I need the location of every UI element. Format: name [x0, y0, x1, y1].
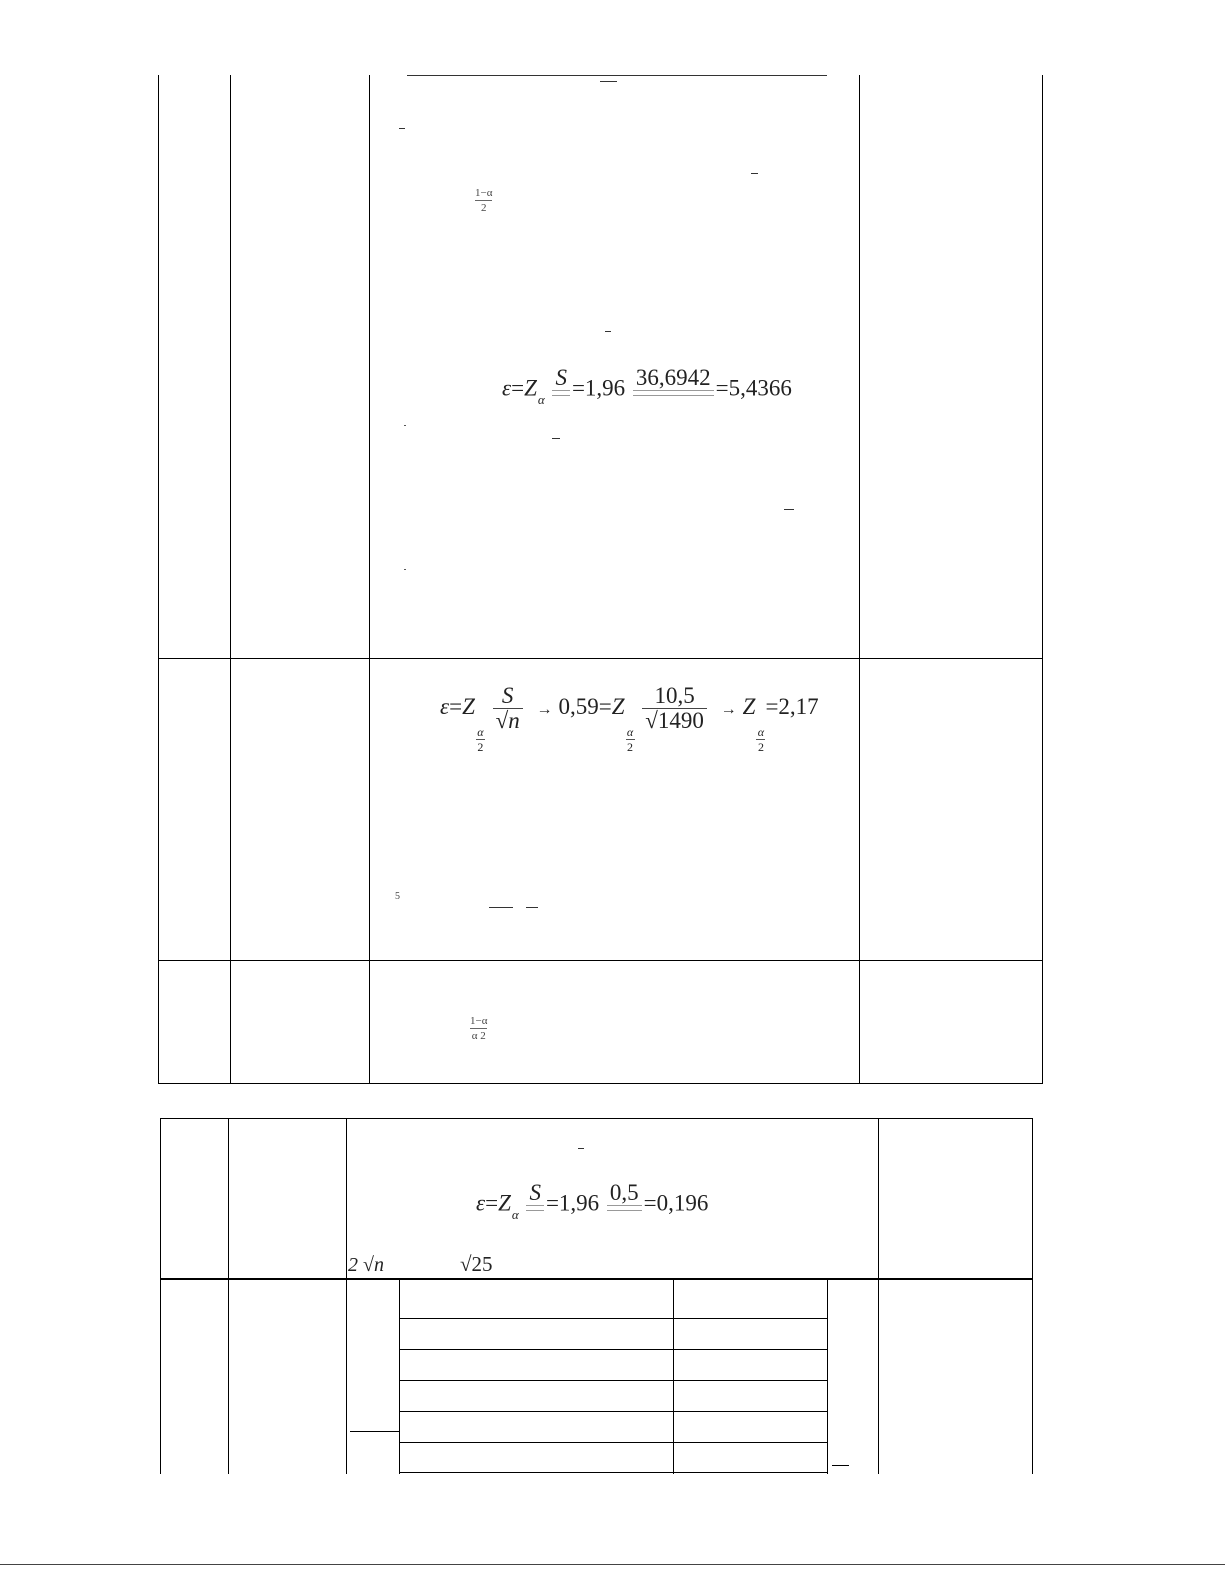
numeric-fraction	[633, 366, 714, 414]
mark-bar	[784, 509, 794, 510]
mark-bar	[605, 331, 611, 332]
inner-grid-row-line	[399, 1411, 828, 1412]
lower-table-col-divider-2	[346, 1118, 347, 1474]
top-overline	[407, 75, 827, 76]
s-over-root-n	[526, 1181, 544, 1229]
inner-grid-border-left	[399, 1279, 400, 1474]
fraction-denominator	[621, 1211, 627, 1229]
coefficient: 1,96	[558, 1190, 600, 1216]
mark-bar	[600, 81, 617, 82]
inner-grid-row-line	[399, 1349, 828, 1350]
upper-table-row-divider-2	[158, 960, 1043, 961]
fraction-numerator: 1−α	[470, 1015, 488, 1027]
formula-margin-of-error-3	[476, 1181, 708, 1229]
lower-table-border-left	[160, 1118, 161, 1474]
upper-table-col-divider-3	[859, 75, 860, 1084]
lower-table-row-divider	[160, 1278, 1033, 1280]
mark-dot	[404, 425, 406, 426]
upper-table-col-divider-2	[369, 75, 370, 1084]
formula-margin-of-error-1	[502, 366, 792, 414]
inner-grid-row-line	[399, 1442, 828, 1443]
sqrt-n-text: 2 √n	[348, 1254, 384, 1276]
alpha-over-two	[476, 726, 485, 753]
upper-table-border-right	[1042, 75, 1043, 1084]
equals-sign: =	[485, 1190, 499, 1216]
lower-table-col-divider-1	[228, 1118, 229, 1474]
lower-table-col-divider-3	[878, 1118, 879, 1474]
alpha-symbol: α	[757, 725, 765, 740]
mark-bar	[489, 907, 513, 908]
fraction-denominator: 2	[480, 202, 487, 215]
inner-grid-corner-bar	[832, 1465, 849, 1466]
mark-bar	[399, 128, 405, 129]
coefficient: 1,96	[584, 375, 626, 401]
fraction-denominator	[532, 1211, 538, 1229]
alpha-symbol: α	[477, 725, 484, 740]
result-value: 5,4366	[728, 375, 792, 401]
z-symbol: Z	[498, 1190, 511, 1216]
alpha-over-two	[626, 726, 635, 753]
z-symbol: Z	[742, 694, 756, 720]
sqrt-25-fragment	[460, 1252, 493, 1277]
alpha-symbol: α	[626, 725, 634, 740]
epsilon-symbol: ε	[502, 375, 512, 401]
formula-margin-of-error-2	[440, 684, 819, 753]
alpha-over-two	[756, 726, 765, 753]
equals-sign: =	[715, 375, 729, 401]
one-minus-alpha-over-two	[470, 1015, 487, 1042]
equals-sign: =	[643, 1190, 657, 1216]
s-over-root-n	[493, 684, 523, 733]
fraction-denominator	[558, 396, 564, 414]
tiny-fraction-mark: 5	[395, 891, 400, 902]
upper-table-row-divider-1	[158, 658, 1043, 659]
mark-bar	[552, 438, 560, 439]
z-subscript: α	[511, 1207, 519, 1223]
fraction-denominator: α 2	[471, 1030, 486, 1043]
fraction-numerator: 0,5	[609, 1180, 639, 1205]
two-digit: 2	[627, 740, 634, 755]
two-digit: 2	[477, 740, 484, 755]
z-symbol: Z	[524, 375, 537, 401]
fraction-numerator: 10,5	[654, 683, 695, 708]
equals-sign: =	[511, 375, 525, 401]
z-subscript: α	[537, 392, 545, 408]
upper-table-border-bottom	[158, 1083, 1043, 1084]
lower-table-border-top	[160, 1118, 1033, 1119]
result-value: 2,17	[778, 694, 819, 720]
fraction-denominator: √1490	[645, 708, 704, 734]
two-digit: 2	[757, 740, 764, 755]
fraction-numerator: S	[529, 1180, 541, 1205]
numeric-fraction	[642, 684, 707, 733]
inner-grid-col-divider	[673, 1279, 674, 1474]
fraction-numerator: 36,6942	[635, 365, 711, 390]
inner-grid-row-line	[399, 1380, 828, 1381]
equals-sign: =	[571, 375, 585, 401]
equals-sign: =	[765, 694, 779, 720]
arrow-icon: →	[536, 701, 553, 719]
inner-grid-row-line	[399, 1318, 828, 1319]
inner-grid-side-bar	[350, 1431, 399, 1432]
sqrt-25-text: √25	[460, 1252, 493, 1276]
epsilon-symbol: ε	[476, 1190, 486, 1216]
numeric-fraction	[607, 1181, 642, 1229]
z-symbol: Z	[611, 694, 625, 720]
one-minus-alpha-over-two	[475, 187, 492, 214]
fraction-denominator: √n	[495, 708, 520, 734]
result-value: 0,196	[656, 1190, 709, 1216]
fraction-bar	[470, 1028, 487, 1029]
fraction-bar	[475, 200, 492, 201]
mark-bar	[578, 1148, 584, 1149]
upper-table-col-divider-1	[230, 75, 231, 1084]
lhs-value: 0,59	[558, 694, 599, 720]
fraction-numerator: 1−α	[475, 187, 493, 199]
equals-sign: =	[449, 694, 463, 720]
epsilon-symbol: ε	[440, 694, 450, 720]
page-bottom-rule	[0, 1564, 1225, 1565]
s-over-root-n	[552, 366, 570, 414]
mark-bar	[751, 173, 758, 174]
fraction-denominator	[670, 396, 676, 414]
sqrt-n-fragment	[348, 1252, 384, 1277]
arrow-icon: →	[720, 701, 737, 719]
mark-dot	[404, 569, 406, 570]
inner-grid-border-right	[827, 1279, 828, 1474]
equals-sign: =	[598, 694, 612, 720]
upper-table-border-left	[158, 75, 159, 1084]
equals-sign: =	[545, 1190, 559, 1216]
lower-table-border-right	[1032, 1118, 1033, 1474]
mark-bar	[526, 907, 538, 908]
fraction-numerator: S	[501, 683, 514, 708]
inner-grid-border-bottom	[399, 1472, 828, 1473]
z-symbol: Z	[462, 694, 475, 720]
fraction-numerator: S	[555, 365, 567, 390]
